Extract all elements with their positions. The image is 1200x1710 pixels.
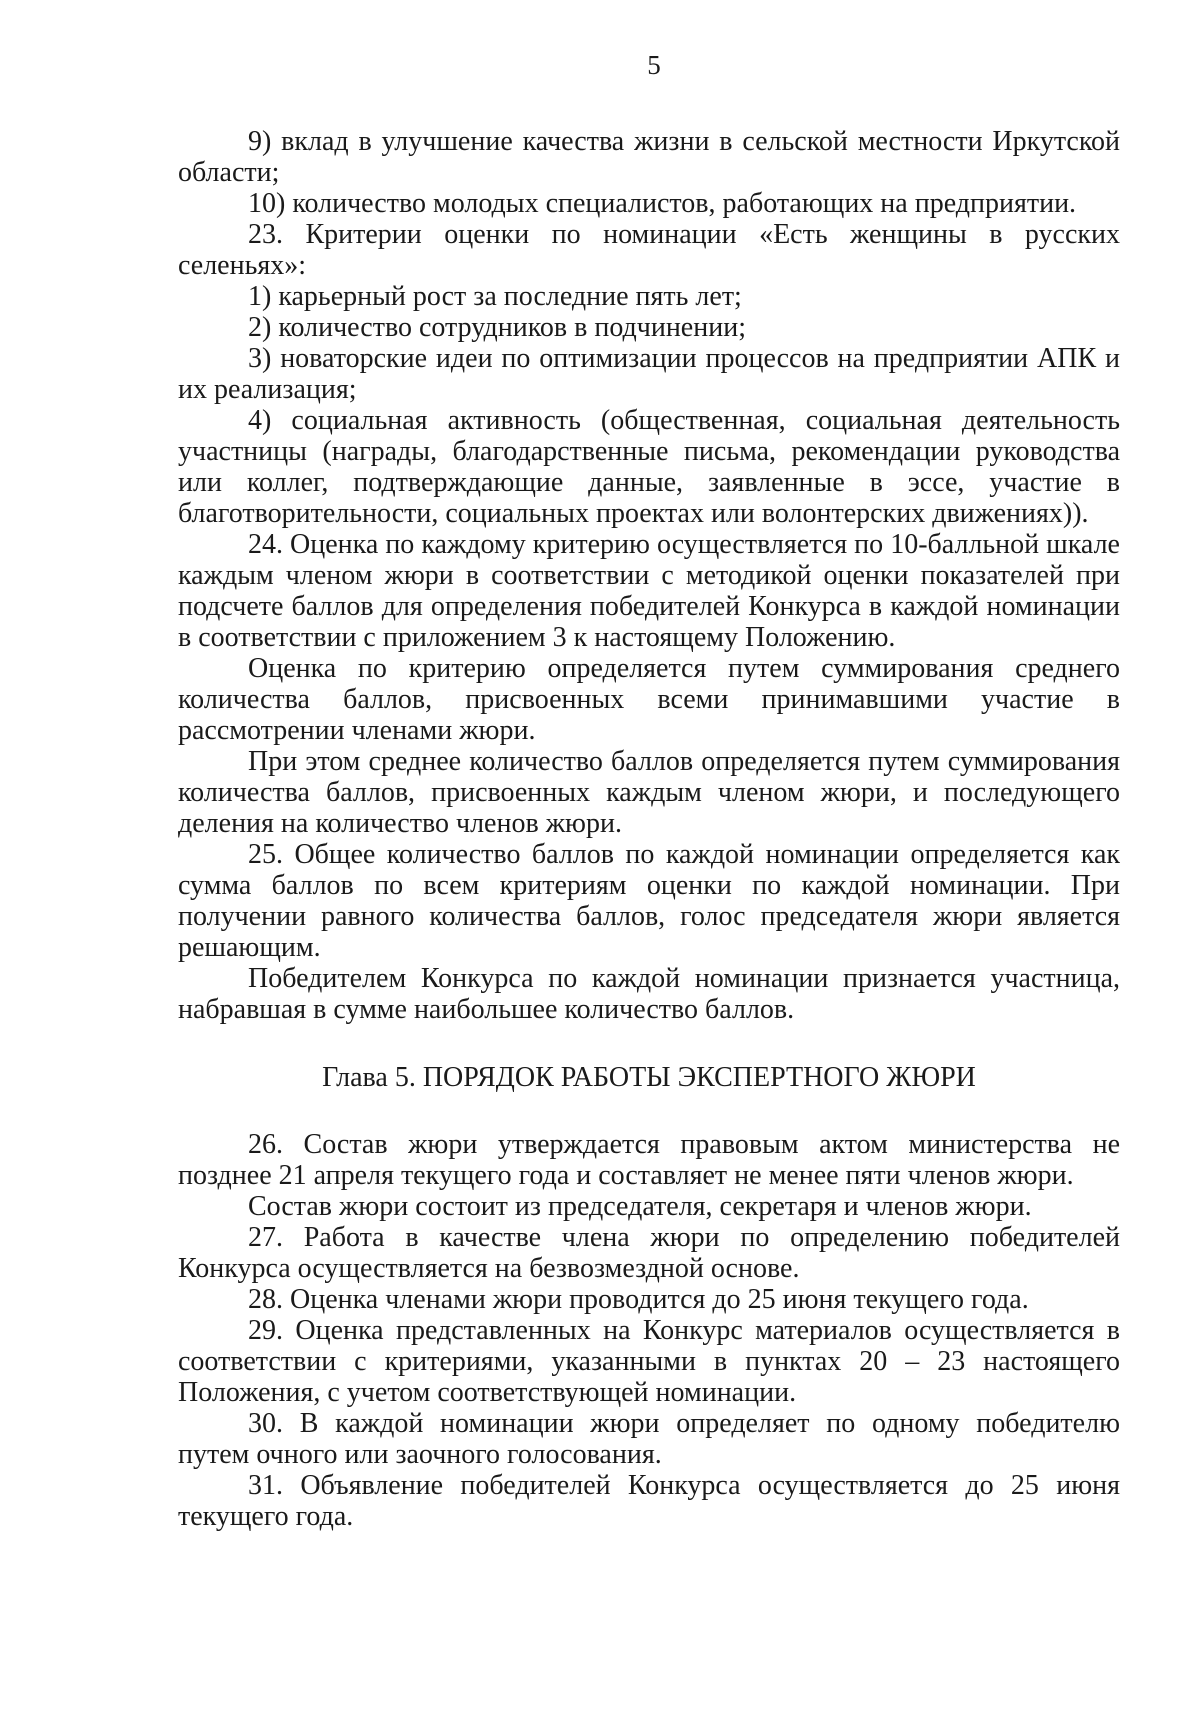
document-page	[178, 48, 1120, 1532]
clause-25-paragraph-2: Победителем Конкурса по каждой номинации признается участница, набравшая в сумме наибольшее количество баллов.	[178, 963, 1120, 1025]
chapter-heading: Глава 5. ПОРЯДОК РАБОТЫ ЭКСПЕРТНОГО ЖЮРИ	[322, 1062, 976, 1093]
clause-29: 29. Оценка представленных на Конкурс материалов осуществляется в соответствии с критериями, указанными в пунктах 20 – 23 настоящего Положения, с учетом соответствующей номинации.	[178, 1315, 1120, 1408]
clause-26-paragraph-2: Состав жюри состоит из председателя, секретаря и членов жюри.	[248, 1191, 1032, 1222]
clause-24: 24. Оценка по каждому критерию осуществляется по 10-балльной шкале каждым членом жюри в соответствии с методикой оценки показателей при подсчете баллов для определения победителей Конкурса в каждой номинации в соответствии с приложением 3 к настоящему Положению.	[178, 529, 1120, 653]
criterion-9: 9) вклад в улучшение качества жизни в сельской местности Иркутской области;	[178, 126, 1120, 188]
page-number: 5	[647, 50, 661, 80]
clause-23-item-4: 4) социальная активность (общественная, социальная деятельность участницы (награды, благодарственные письма, рекомендации руководства или коллег, подтверждающие данные, заявленные в эссе, участие в благотворительности, социальных проектах или волонтерских движениях)).	[178, 405, 1120, 529]
clause-31: 31. Объявление победителей Конкурса осуществляется до 25 июня текущего года.	[178, 1470, 1120, 1532]
clause-24-paragraph-2: Оценка по критерию определяется путем суммирования среднего количества баллов, присвоенных всеми принимавшими участие в рассмотрении членами жюри.	[178, 653, 1120, 746]
clause-26: 26. Состав жюри утверждается правовым актом министерства не позднее 21 апреля текущего года и составляет не менее пяти членов жюри.	[178, 1129, 1120, 1191]
clause-23-item-1: 1) карьерный рост за последние пять лет;	[248, 281, 742, 312]
clause-28: 28. Оценка членами жюри проводится до 25 июня текущего года.	[248, 1284, 1029, 1315]
clause-24-paragraph-3: При этом среднее количество баллов определяется путем суммирования количества баллов, присвоенных каждым членом жюри, и последующего деления на количество членов жюри.	[178, 746, 1120, 839]
clause-27: 27. Работа в качестве члена жюри по определению победителей Конкурса осуществляется на безвозмездной основе.	[178, 1222, 1120, 1284]
clause-23: 23. Критерии оценки по номинации «Есть женщины в русских селеньях»:	[178, 219, 1120, 281]
clause-23-item-2: 2) количество сотрудников в подчинении;	[248, 312, 746, 343]
clause-30: 30. В каждой номинации жюри определяет по одному победителю путем очного или заочного голосования.	[178, 1408, 1120, 1470]
clause-25: 25. Общее количество баллов по каждой номинации определяется как сумма баллов по всем критериям оценки по каждой номинации. При получении равного количества баллов, голос председателя жюри является решающим.	[178, 839, 1120, 963]
criterion-10: 10) количество молодых специалистов, работающих на предприятии.	[248, 188, 1077, 219]
clause-23-item-3: 3) новаторские идеи по оптимизации процессов на предприятии АПК и их реализация;	[178, 343, 1120, 405]
